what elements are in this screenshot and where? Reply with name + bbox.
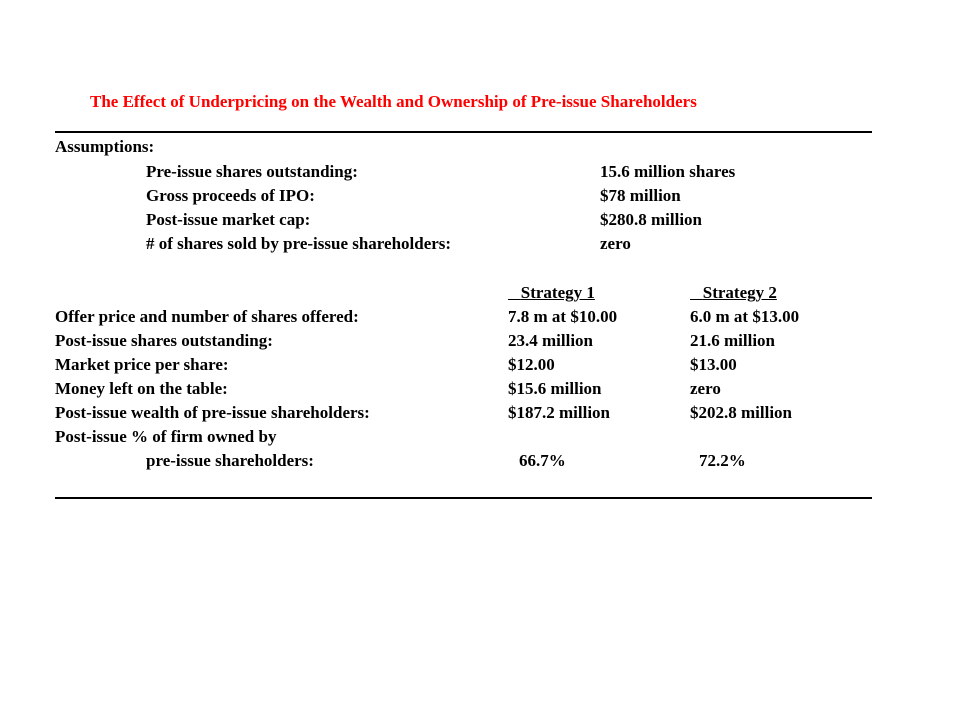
strategy-1-value: 7.8 m at $10.00	[508, 307, 618, 326]
strategy-1-value: $15.6 million	[508, 379, 602, 398]
bottom-divider	[55, 497, 872, 499]
comparison-label: Money left on the table:	[55, 379, 228, 398]
strategy-2-value: $13.00	[690, 355, 737, 374]
assumption-label: Post-issue market cap:	[146, 210, 311, 229]
assumption-label: # of shares sold by pre-issue shareholders:	[146, 234, 452, 253]
top-divider	[55, 131, 872, 133]
strategy-1-value: 23.4 million	[508, 331, 594, 350]
ownership-label-line2: pre-issue shareholders:	[146, 451, 314, 470]
slide-title: The Effect of Underpricing on the Wealth and Ownership of Pre-issue Shareholders	[90, 92, 697, 111]
assumption-value: 15.6 million shares	[600, 162, 736, 181]
comparison-label: Post-issue wealth of pre-issue shareholders:	[55, 403, 370, 422]
assumption-value: $78 million	[600, 186, 681, 205]
comparison-label: Market price per share:	[55, 355, 229, 374]
strategy-2-value: 6.0 m at $13.00	[690, 307, 800, 326]
assumption-value: zero	[600, 234, 631, 253]
strategy-2-ownership: 72.2%	[699, 451, 746, 470]
comparison-label: Offer price and number of shares offered:	[55, 307, 359, 326]
assumptions-heading: Assumptions:	[55, 137, 155, 156]
strategy-2-value: 21.6 million	[690, 331, 776, 350]
ownership-label-line1: Post-issue % of firm owned by	[55, 427, 277, 446]
assumption-label: Pre-issue shares outstanding:	[146, 162, 358, 181]
strategy-1-value: $187.2 million	[508, 403, 611, 422]
comparison-label: Post-issue shares outstanding:	[55, 331, 273, 350]
strategy-1-ownership: 66.7%	[519, 451, 566, 470]
strategy-2-header: Strategy 2	[702, 283, 777, 302]
strategy-1-header: Strategy 1	[520, 283, 595, 302]
strategy-1-value: $12.00	[508, 355, 555, 374]
assumption-value: $280.8 million	[600, 210, 703, 229]
assumption-label: Gross proceeds of IPO:	[146, 186, 315, 205]
strategy-2-value: $202.8 million	[690, 403, 793, 422]
strategy-2-value: zero	[690, 379, 721, 398]
